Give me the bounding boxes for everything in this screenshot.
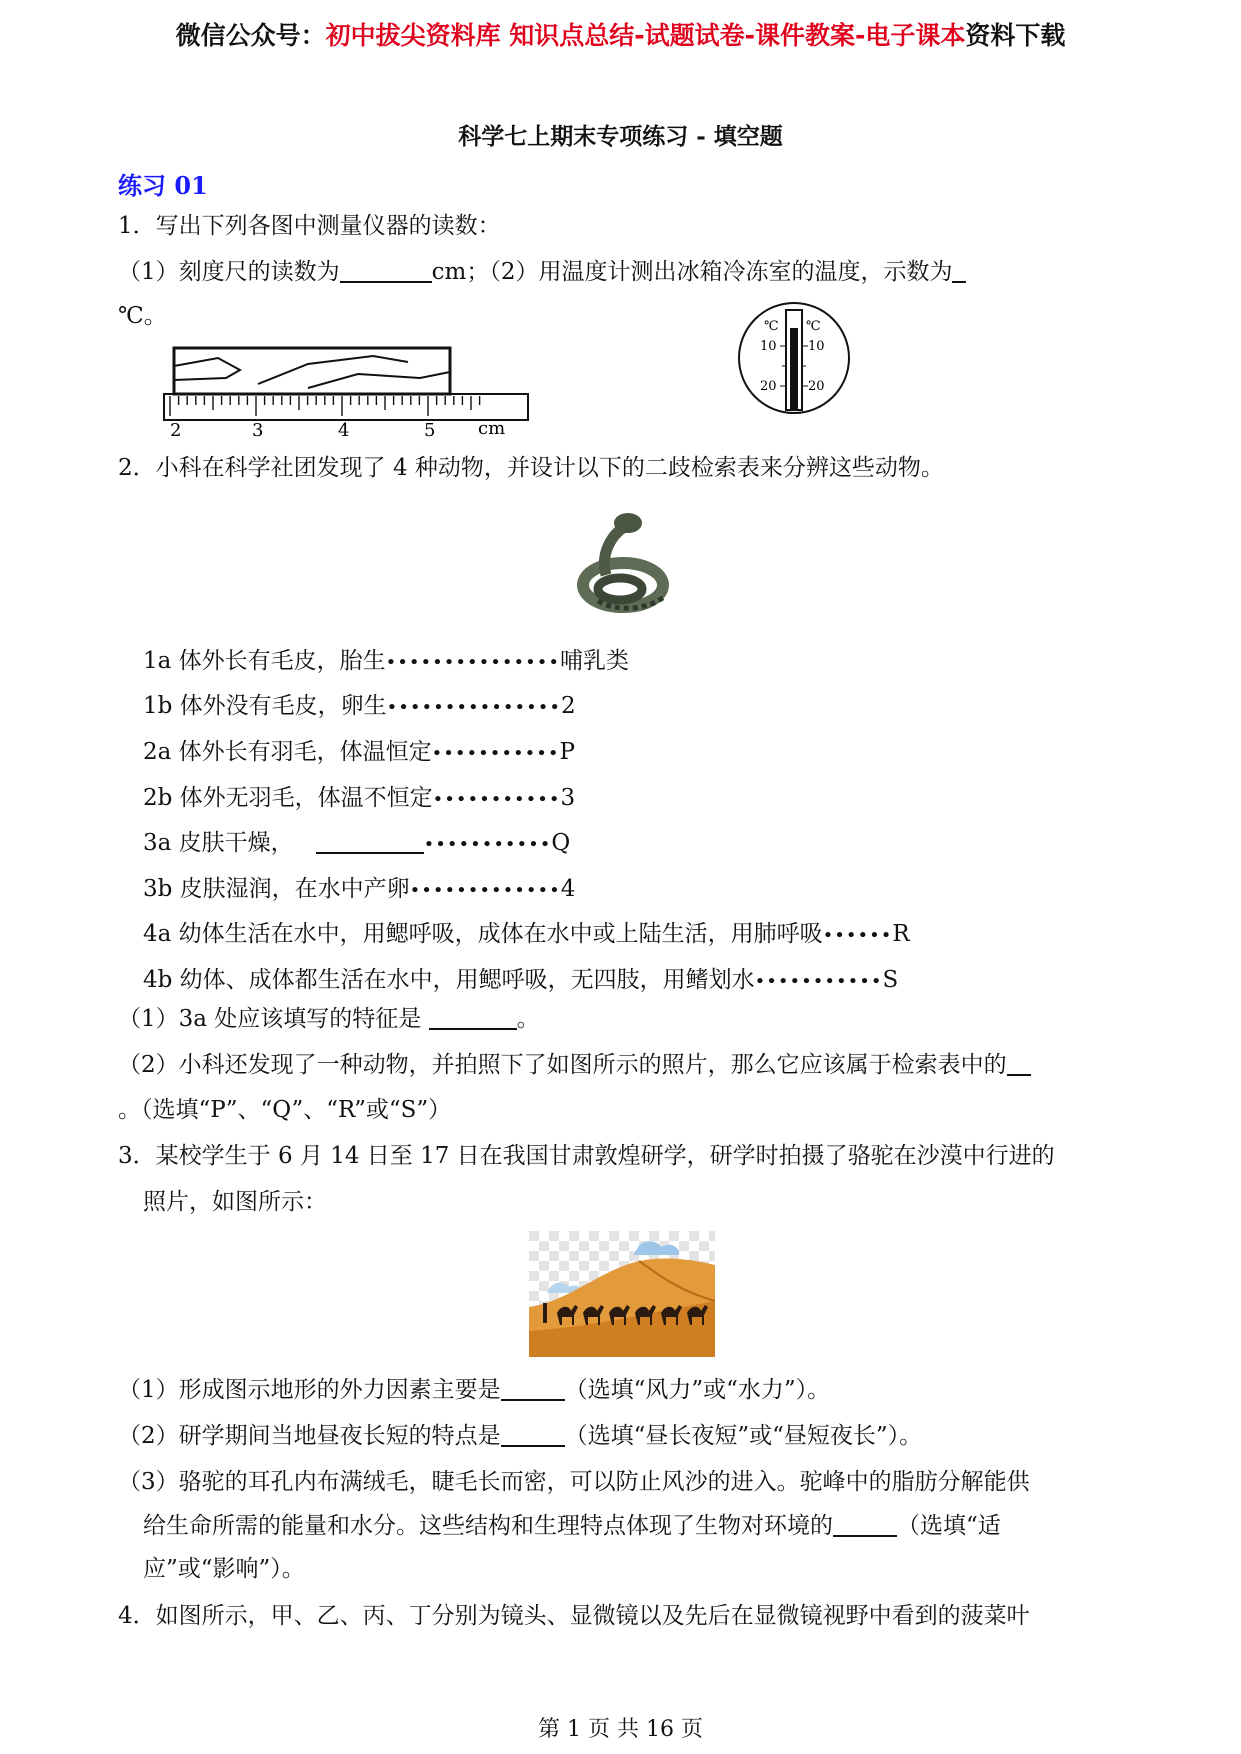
- ruler-unit: cm: [478, 418, 506, 439]
- q3-sub3-line1: （3）骆驼的耳孔内布满绒毛，睫毛长而密，可以防止风沙的进入。驼峰中的脂肪分解能供: [118, 1469, 1030, 1495]
- key-row-result: 3: [560, 785, 576, 811]
- q1-blank-thermo[interactable]: [952, 257, 966, 283]
- page-header: [0, 16, 1241, 52]
- q1-part2: ℃。: [118, 303, 167, 329]
- q3-sub1-end: （选填“风力”或“水力”）。: [564, 1377, 831, 1403]
- q2-sub2-text: （2）小科还发现了一种动物，并拍照下了如图所示的照片，那么它应该属于检索表中的: [118, 1052, 1007, 1078]
- thermo-unit-left: ℃: [764, 319, 779, 334]
- key-row-text: 1a 体外长有毛皮，胎生: [143, 648, 386, 674]
- q1-stem: 1．写出下列各图中测量仪器的读数：: [118, 213, 501, 239]
- header-link[interactable]: 初中拔尖资料库 知识点总结-试题试卷-课件教案-电子课本: [325, 21, 966, 50]
- q1-parts: [118, 256, 966, 288]
- thermo-tick-label: 10: [808, 339, 825, 354]
- q3-stem-line1: 3．某校学生于 6 月 14 日至 17 日在我国甘肃敦煌研学，研学时拍摄了骆驼在沙漠中行进的: [118, 1143, 1055, 1169]
- key-row-text: 3a 皮肤干燥，: [143, 830, 294, 856]
- key-row: [143, 964, 898, 998]
- key-row: [143, 645, 629, 679]
- q2-sub2: [118, 1049, 1031, 1081]
- q2-sub1-text: （1）3a 处应该填写的特征是: [118, 1006, 422, 1032]
- key-row-dots: •••••••••••: [423, 834, 552, 855]
- key-row-dots: •••••••••••: [431, 743, 560, 764]
- q3-sub3-text: 给生命所需的能量和水分。这些结构和生理特点体现了生物对环境的: [143, 1513, 833, 1539]
- q3-sub3-mid: （选填“适: [897, 1513, 1001, 1539]
- key-row-dots: •••••••••••••••: [386, 697, 561, 718]
- key-row-dots: •••••••••••••••: [385, 652, 560, 673]
- key-row-result: R: [892, 921, 910, 947]
- key-row-dots: ••••••: [822, 925, 893, 946]
- key-row-text: 4b 幼体、成体都生活在水中，用鳃呼吸，无四肢，用鳍划水: [143, 967, 755, 993]
- key-row-gap: [294, 830, 316, 856]
- q1-part1-rest: cm；（2）用温度计测出冰箱冷冻室的温度，示数为: [431, 259, 953, 285]
- key-row-result: 哺乳类: [559, 648, 629, 674]
- q2-sub1: [118, 1003, 540, 1035]
- q3-sub2-text: （2）研学期间当地昼夜长短的特点是: [118, 1423, 501, 1449]
- q3-sub1: [118, 1374, 830, 1406]
- key-row: [143, 736, 575, 770]
- key-row: [143, 827, 570, 861]
- q1-part1-text: （1）刻度尺的读数为: [118, 259, 340, 285]
- key-row: [143, 690, 576, 724]
- key-row-result: 4: [560, 876, 576, 902]
- q3-blank-adapt[interactable]: [833, 1511, 897, 1537]
- key-row-text: 2b 体外无羽毛，体温不恒定: [143, 785, 433, 811]
- snake-photo: [568, 505, 678, 617]
- key-row-result: S: [882, 967, 899, 993]
- q2-sub2-end: 。（选填“P”、“Q”、“R”或“S”）: [118, 1097, 452, 1123]
- q3-sub1-text: （1）形成图示地形的外力因素主要是: [118, 1377, 501, 1403]
- key-row-dots: •••••••••••: [432, 789, 561, 810]
- q3-sub3-line3: 应”或“影响”）。: [143, 1556, 305, 1582]
- thermometer-figure: [736, 300, 852, 416]
- key-row-dots: •••••••••••••: [409, 880, 561, 901]
- page-footer: 第 1 页 共 16 页: [538, 1717, 703, 1742]
- ruler-scale: [164, 394, 528, 440]
- thermo-tick-label: 20: [760, 379, 777, 394]
- q3-stem-line2: 照片，如图所示：: [143, 1189, 327, 1215]
- ruler-tick-label: 5: [424, 420, 436, 440]
- q3-sub3-line2: [143, 1510, 1001, 1542]
- section-heading: 练习 01: [118, 171, 208, 200]
- q2-sub1-end: 。: [516, 1006, 540, 1032]
- key-row: [143, 873, 575, 907]
- q2-stem: 2．小科在科学社团发现了 4 种动物，并设计以下的二歧检索表来分辨这些动物。: [118, 455, 944, 481]
- thermo-unit-right: ℃: [806, 319, 821, 334]
- q3-sub2-end: （选填“昼长夜短”或“昼短夜长”）。: [564, 1423, 923, 1449]
- key-row-text: 4a 幼体生活在水中，用鳃呼吸，成体在水中或上陆生活，用肺呼吸: [143, 921, 823, 947]
- key-row-text: 3b 皮肤湿润，在水中产卵: [143, 876, 410, 902]
- key-row-text: 2a 体外长有羽毛，体温恒定: [143, 739, 432, 765]
- q3-blank-force[interactable]: [501, 1375, 565, 1401]
- header-prefix: 微信公众号：: [175, 21, 326, 50]
- q3-blank-daylength[interactable]: [501, 1421, 565, 1447]
- ruler-tick-label: 3: [252, 420, 264, 440]
- page-title: 科学七上期末专项练习 - 填空题: [458, 123, 783, 150]
- q4-stem: 4．如图所示，甲、乙、丙、丁分别为镜头、显微镜以及先后在显微镜视野中看到的菠菜叶: [118, 1603, 1030, 1629]
- q1-blank-ruler[interactable]: [340, 257, 432, 283]
- q2-blank-feature[interactable]: [429, 1004, 517, 1030]
- q2-blank-category[interactable]: [1007, 1050, 1031, 1076]
- key-row-result: 2: [560, 693, 576, 719]
- key-blank-3a[interactable]: [316, 828, 424, 854]
- thermo-tick-label: 20: [808, 379, 825, 394]
- key-row: [143, 918, 910, 952]
- header-suffix: 资料下载: [965, 21, 1066, 50]
- key-row-result: Q: [551, 830, 571, 856]
- wood-block: [174, 348, 450, 394]
- ruler-figure: [158, 344, 534, 440]
- key-row-dots: •••••••••••: [754, 971, 883, 992]
- ruler-tick-label: 4: [338, 420, 350, 440]
- ruler-tick-label: 2: [170, 420, 182, 440]
- key-row-result: P: [559, 739, 575, 765]
- key-row: [143, 782, 575, 816]
- desert-camel-photo: [529, 1231, 715, 1357]
- q3-sub2: [118, 1420, 922, 1452]
- key-row-text: 1b 体外没有毛皮，卵生: [143, 693, 387, 719]
- thermo-tick-label: 10: [760, 339, 777, 354]
